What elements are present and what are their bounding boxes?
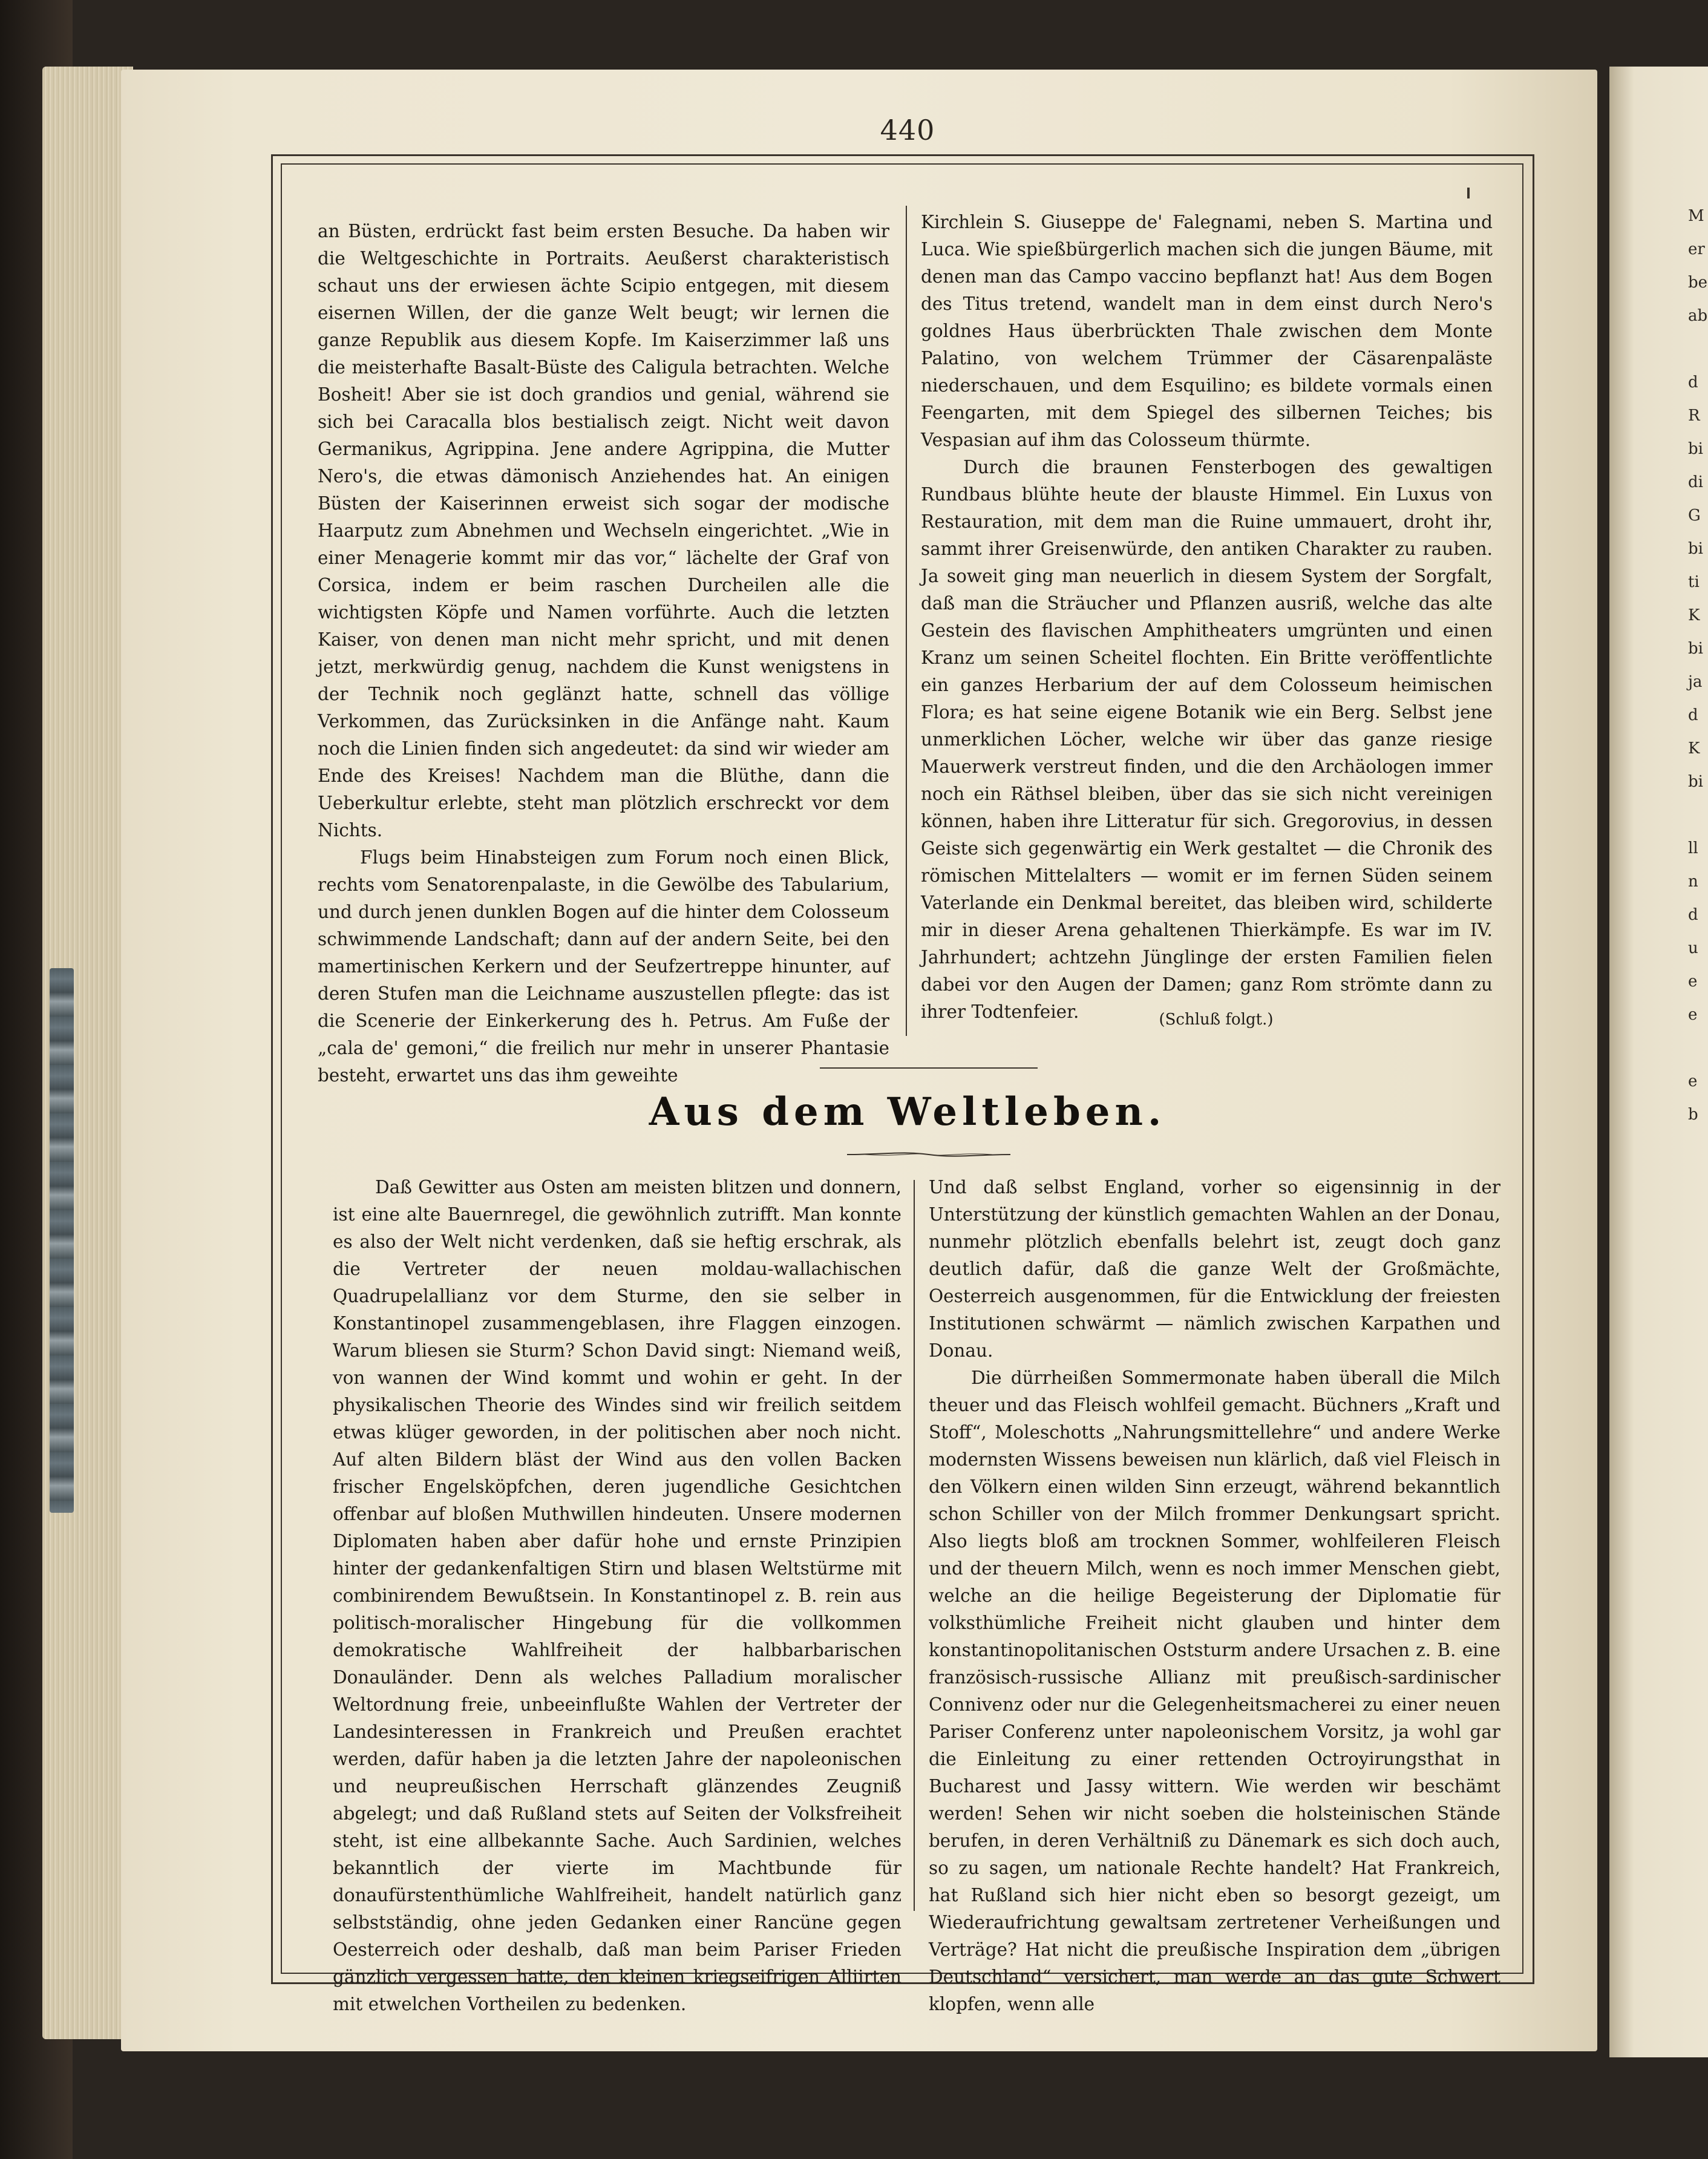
- section-column-right: [929, 1174, 1500, 2018]
- article-column-right: [921, 209, 1493, 1026]
- page-number: 440: [880, 114, 935, 146]
- article-paragraph: Flugs beim Hinabsteigen zum Forum noch einen Blick, rechts vom Senatorenpalaste, in die Gewölbe des Tabularium, und durch jenen dunklen Bogen auf die hinter dem Colosseum schwimmende Landschaft; dann auf der andern Seite, bei den mamertinischen Kerkern und der Seufzertreppe hinunter, auf deren Stufen man die Leichname auszustellen pflegte: das ist die Scenerie der Einkerkerung des h. Petrus. Am Fuße der „cala de' gemoni,“ die freilich nur mehr in unserer Phantasie besteht, erwartet uns das ihm geweihte: [318, 847, 889, 1086]
- section-title: Aus dem Weltleben.: [649, 1089, 1166, 1135]
- article-paragraph: Durch die braunen Fensterbogen des gewaltigen Rundbaus blühte heute der blauste Himmel. Ein Luxus von Restauration, mit dem man die Ruine ummauert, droht ihr, sammt ihrer Greisenwürde, den antiken Charakter zu rauben. Ja soweit ging man neuerlich in diesem System der Sorgfalt, daß man die Sträucher und Pflanzen ausriß, welche das alte Gestein des flavischen Amphitheaters umgrünten und einen Kranz um seinen Scheitel flochten. Ein Britte veröffentlichte ein ganzes Herbarium der auf dem Colosseum heimischen Flora; es hat seine eigene Botanik wie ein Berg. Selbst jene unmerklichen Löcher, welche wir über das ganze riesige Mauerwerk verstreut finden, und die den Archäologen immer noch ein Räthsel bleiben, über das sie sich nicht vereinigen können, haben ihre Litteratur für sich. Gregorovius, in dessen Geiste sich gegenwärtig ein Werk gestaltet — die Chronik des römischen Mittelalters — womit er im fernen Süden seinem Vaterlande ein Denkmal bereitet, das bleiben wird, schilderte mir in dieser Arena gehaltenen Thierkämpfe. Es war im IV. Jahrhundert; achtzehn Jünglinge der ersten Familien fielen dabei vor den Augen der Damen; ganz Rom strömte dann zu ihrer Todtenfeier.: [921, 457, 1493, 1022]
- title-ornament: [847, 1150, 1010, 1159]
- section-column-left: [333, 1174, 901, 2018]
- section-paragraph: Und daß selbst England, vorher so eigensinnig in der Unterstützung der künstlich gemachten Wahlen an der Donau, nunmehr plötzlich ebenfalls belehrt ist, zeugt doch ganz deutlich dafür, daß die ganze Welt der Großmächte, Oesterreich ausgenommen, für die Entwicklung der freiesten Institutionen schwärmt — nämlich zwischen Karpathen und Donau.: [929, 1177, 1500, 1361]
- column-divider: [906, 206, 907, 1036]
- continuation-note: (Schluß folgt.): [1159, 1011, 1274, 1029]
- facing-page-fragments: M er be ab d R bi di G bi ti K bi ja d K bi ll n d u e e e b: [1688, 207, 1708, 1124]
- print-mark: [1467, 188, 1470, 198]
- spine-binding: [50, 968, 74, 1513]
- article-column-left: [318, 218, 889, 1089]
- column-divider: [914, 1180, 915, 1911]
- section-separator: [820, 1067, 1038, 1069]
- section-paragraph: Die dürrheißen Sommermonate haben überall die Milch theuer und das Fleisch wohlfeil gemacht. Büchners „Kraft und Stoff“, Moleschotts „Nahrungsmittellehre“ und andere Werke modernsten Wissens beweisen nun klärlich, daß viel Fleisch in den Völkern einen wilden Sinn erzeugt, während bekanntlich schon Schiller von der Milch frommer Denkungsart spricht. Also liegts bloß am trocknen Sommer, wohlfeileren Fleisch und der theuern Milch, wenn es noch immer Menschen giebt, welche an die heilige Begeisterung der Diplomatie für volksthümliche Freiheit nicht glauben und hinter dem konstantinopolitanischen Oststurm andere Ursachen z. B. eine französisch-russische Allianz mit preußisch-sardinischer Connivenz oder nur die Gelegenheitsmacherei zu einer neuen Pariser Conferenz unter napoleonischem Vorsitz, ja wohl gar die Einleitung zu einer rettenden Octroyirungsthat in Bucharest und Jassy wittern. Wie werden wir beschämt werden! Sehen wir nicht soeben die holsteinischen Stände berufen, in deren Verhältniß zu Dänemark es sich doch auch, so zu sagen, um nationale Rechte handelt? Hat Frankreich, hat Rußland sich hier nicht eben so besorgt gezeigt, um Wiederaufrichtung gewaltsam zertretener Verheißungen und Verträge? Hat nicht die preußische Inspiration dem „übrigen Deutschland“ versichert, man werde an das gute Schwert klopfen, wenn alle: [929, 1368, 1500, 2014]
- article-paragraph: an Büsten, erdrückt fast beim ersten Besuche. Da haben wir die Weltgeschichte in Portraits. Aeußerst charakteristisch schaut uns der erwiesen ächte Scipio entgegen, mit diesem eisernen Willen, der die ganze Welt beugt; wir lernen die ganze Republik aus diesem Kopfe. Im Kaiserzimmer laß uns die meisterhafte Basalt-Büste des Caligula betrachten. Welche Bosheit! Aber sie ist doch grandios und genial, während sie sich bei Caracalla blos bestialisch zeigt. Nicht weit davon Germanikus, Agrippina. Jene andere Agrippina, die Mutter Nero's, die etwas dämonisch Anziehendes hat. An einigen Büsten der Kaiserinnen erweist sich sogar der modische Haarputz zum Abnehmen und Wechseln eingerichtet. „Wie in einer Menagerie kommt mir das vor,“ lächelte der Graf von Corsica, indem er beim raschen Durcheilen alle die wichtigsten Köpfe und Namen vorführte. Auch die letzten Kaiser, von denen man nicht mehr spricht, und mit denen jetzt, merkwürdig genug, nachdem die Kunst wenigstens in der Technik noch geglänzt hatte, schnell das völlige Verkommen, das Zurücksinken in die Anfänge naht. Kaum noch die Linien finden sich angedeutet: da sind wir wieder am Ende des Kreises! Nachdem man die Blüthe, dann die Ueberkultur erlebte, steht man plötzlich erschreckt vor dem Nichts.: [318, 221, 889, 840]
- section-paragraph: Daß Gewitter aus Osten am meisten blitzen und donnern, ist eine alte Bauernregel, die gewöhnlich zutrifft. Man konnte es also der Welt nicht verdenken, daß sie heftig erschrak, als die Vertreter der neuen moldau-wallachischen Quadrupelallianz vor dem Sturme, den sie selber in Konstantinopel zusammengeblasen, ihre Flaggen einzogen. Warum bliesen sie Sturm? Schon David singt: Niemand weiß, von wannen der Wind kommt und wohin er geht. In der physikalischen Theorie des Windes sind wir freilich seitdem etwas klüger geworden, in der politischen aber noch nicht. Auf alten Bildern bläst der Wind aus den vollen Backen frischer Engelsköpfchen, deren jugendliche Gesichtchen offenbar auf bloßen Muthwillen hindeuten. Unsere modernen Diplomaten haben aber dafür hohe und ernste Prinzipien hinter der gedankenfaltigen Stirn und blasen Weltstürme mit combinirendem Bewußtsein. In Konstantinopel z. B. rein aus politisch-moralischer Hingebung für die vollkommen demokratische Wahlfreiheit der halbbarbarischen Donauländer. Denn als welches Palladium moralischer Weltordnung freie, unbeeinflußte Wahlen der Vertreter der Landesinteressen in Frankreich und Preußen erachtet werden, dafür haben ja die letzten Jahre der napoleonischen und neupreußischen Herrschaft glänzendes Zeugniß abgelegt; und daß Rußland stets auf Seiten der Volksfreiheit steht, ist eine allbekannte Sache. Auch Sardinien, welches bekanntlich der vierte im Machtbunde für donaufürstenthümliche Wahlfreiheit, handelt natürlich ganz selbstständig, ohne jeden Gedanken einer Rancüne gegen Oesterreich oder deshalb, daß man beim Pariser Frieden gänzlich vergessen hatte, den kleinen kriegseifrigen Alliirten mit etwelchen Vortheilen zu bedenken.: [333, 1177, 901, 2014]
- article-paragraph: Kirchlein S. Giuseppe de' Falegnami, neben S. Martina und Luca. Wie spießbürgerlich machen sich die jungen Bäume, mit denen man das Campo vaccino bepflanzt hat! Aus dem Bogen des Titus tretend, wandelt man in dem einst durch Nero's goldnes Haus überbrückten Thale zwischen dem Monte Palatino, von welchem Trümmer der Cäsarenpaläste niederschauen, und dem Esquilino; es bildete vormals einen Feengarten, mit dem Spiegel des silbernen Teiches; bis Vespasian auf ihm das Colosseum thürmte.: [921, 212, 1493, 450]
